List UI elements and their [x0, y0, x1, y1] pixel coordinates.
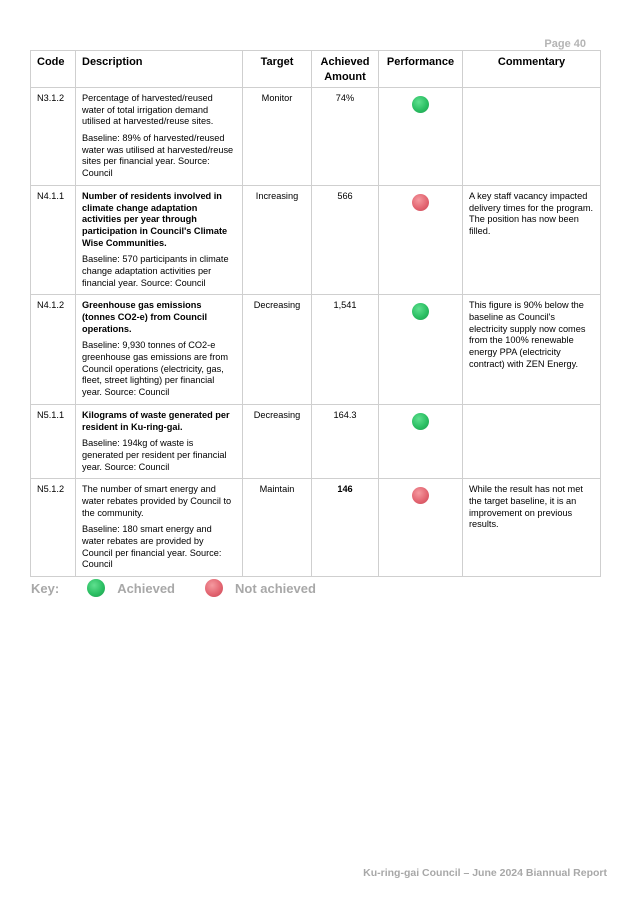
- row-performance-cell: [379, 479, 463, 577]
- row-description: Greenhouse gas emissions (tonnes CO2-e) from Council operations.: [82, 300, 208, 334]
- legend-key: [31, 578, 316, 598]
- row-code: N4.1.1: [31, 185, 76, 295]
- header-target: Target: [243, 51, 312, 88]
- row-performance-cell: [379, 88, 463, 186]
- achieved-dot-icon: [412, 413, 429, 430]
- table-row: [31, 185, 601, 295]
- header-achieved-line2: Amount: [324, 70, 366, 83]
- performance-table: [30, 50, 601, 577]
- achieved-dot-icon: [412, 303, 429, 320]
- table-row: [31, 479, 601, 577]
- row-commentary: A key staff vacancy impacted delivery times for the program. The position has now been filled.: [463, 185, 601, 295]
- row-description: Number of residents involved in climate change adaptation activities per year through participation in Council's Climate Wise Communities.: [82, 190, 228, 248]
- row-target: Maintain: [243, 479, 312, 577]
- header-commentary: Commentary: [463, 51, 601, 88]
- page-number: Page 40: [544, 38, 586, 50]
- row-code: N3.1.2: [31, 88, 76, 186]
- report-footer: Ku-ring-gai Council – June 2024 Biannual Report: [363, 867, 607, 879]
- row-commentary: While the result has not met the target baseline, it is an improvement on previous results.: [463, 479, 601, 577]
- row-baseline: Baseline: 89% of harvested/reused water was utilised at harvested/reuse sites per financial year. Source: Council: [82, 133, 234, 179]
- achieved-dot-icon: [412, 96, 429, 113]
- key-achieved-label: Achieved: [117, 580, 175, 596]
- row-performance-cell: [379, 404, 463, 478]
- row-achieved-amount: 74%: [312, 88, 379, 186]
- key-not-achieved-label: Not achieved: [235, 580, 316, 596]
- row-target: Decreasing: [243, 295, 312, 405]
- row-description: Kilograms of waste generated per resident in Ku-ring-gai.: [82, 409, 230, 432]
- table-row: [31, 88, 601, 186]
- table-row: [31, 295, 601, 405]
- row-description: Percentage of harvested/reused water of total irrigation demand utilised at harvested/reuse sites.: [82, 93, 214, 127]
- row-code: N5.1.2: [31, 479, 76, 577]
- row-target: Increasing: [243, 185, 312, 295]
- row-achieved-amount: 164.3: [312, 404, 379, 478]
- row-commentary: [463, 88, 601, 186]
- not-achieved-dot-icon: [412, 487, 429, 504]
- not-achieved-dot-icon: [412, 194, 429, 211]
- row-commentary: This figure is 90% below the baseline as Council's electricity supply now comes from the 100% renewable energy PPA (electricity contract) with ZEN Energy.: [463, 295, 601, 405]
- table-row: [31, 404, 601, 478]
- row-description-cell: [76, 88, 243, 186]
- achieved-dot-icon: [87, 579, 105, 597]
- row-baseline: Baseline: 9,930 tonnes of CO2-e greenhouse gas emissions are from Council operations (electricity, gas, fleet, street lighting) per financial year. Source: Council: [82, 340, 229, 398]
- row-description-cell: [76, 479, 243, 577]
- row-target: Decreasing: [243, 404, 312, 478]
- row-performance-cell: [379, 295, 463, 405]
- row-baseline: Baseline: 570 participants in climate change adaptation activities per financial year. Source: Council: [82, 254, 229, 288]
- row-code: N4.1.2: [31, 295, 76, 405]
- row-target: Monitor: [243, 88, 312, 186]
- row-performance-cell: [379, 185, 463, 295]
- row-achieved-amount: 146: [312, 479, 379, 577]
- row-description-cell: [76, 185, 243, 295]
- row-commentary: [463, 404, 601, 478]
- not-achieved-dot-icon: [205, 579, 223, 597]
- row-achieved-amount: 1,541: [312, 295, 379, 405]
- row-description-cell: [76, 404, 243, 478]
- header-description: Description: [76, 51, 243, 88]
- header-performance: Performance: [379, 51, 463, 88]
- row-description-cell: [76, 295, 243, 405]
- row-baseline: Baseline: 180 smart energy and water rebates are provided by Council per financial year. Source: Council: [82, 524, 222, 570]
- header-code: Code: [31, 51, 76, 88]
- row-description: The number of smart energy and water rebates provided by Council to the community.: [82, 484, 232, 518]
- header-achieved-amount: [312, 51, 379, 88]
- key-label: Key:: [31, 580, 60, 596]
- row-code: N5.1.1: [31, 404, 76, 478]
- row-baseline: Baseline: 194kg of waste is generated per resident per financial year. Source: Council: [82, 438, 227, 472]
- table-header-row: [31, 51, 601, 88]
- header-achieved-line1: Achieved: [320, 56, 370, 68]
- row-achieved-amount: 566: [312, 185, 379, 295]
